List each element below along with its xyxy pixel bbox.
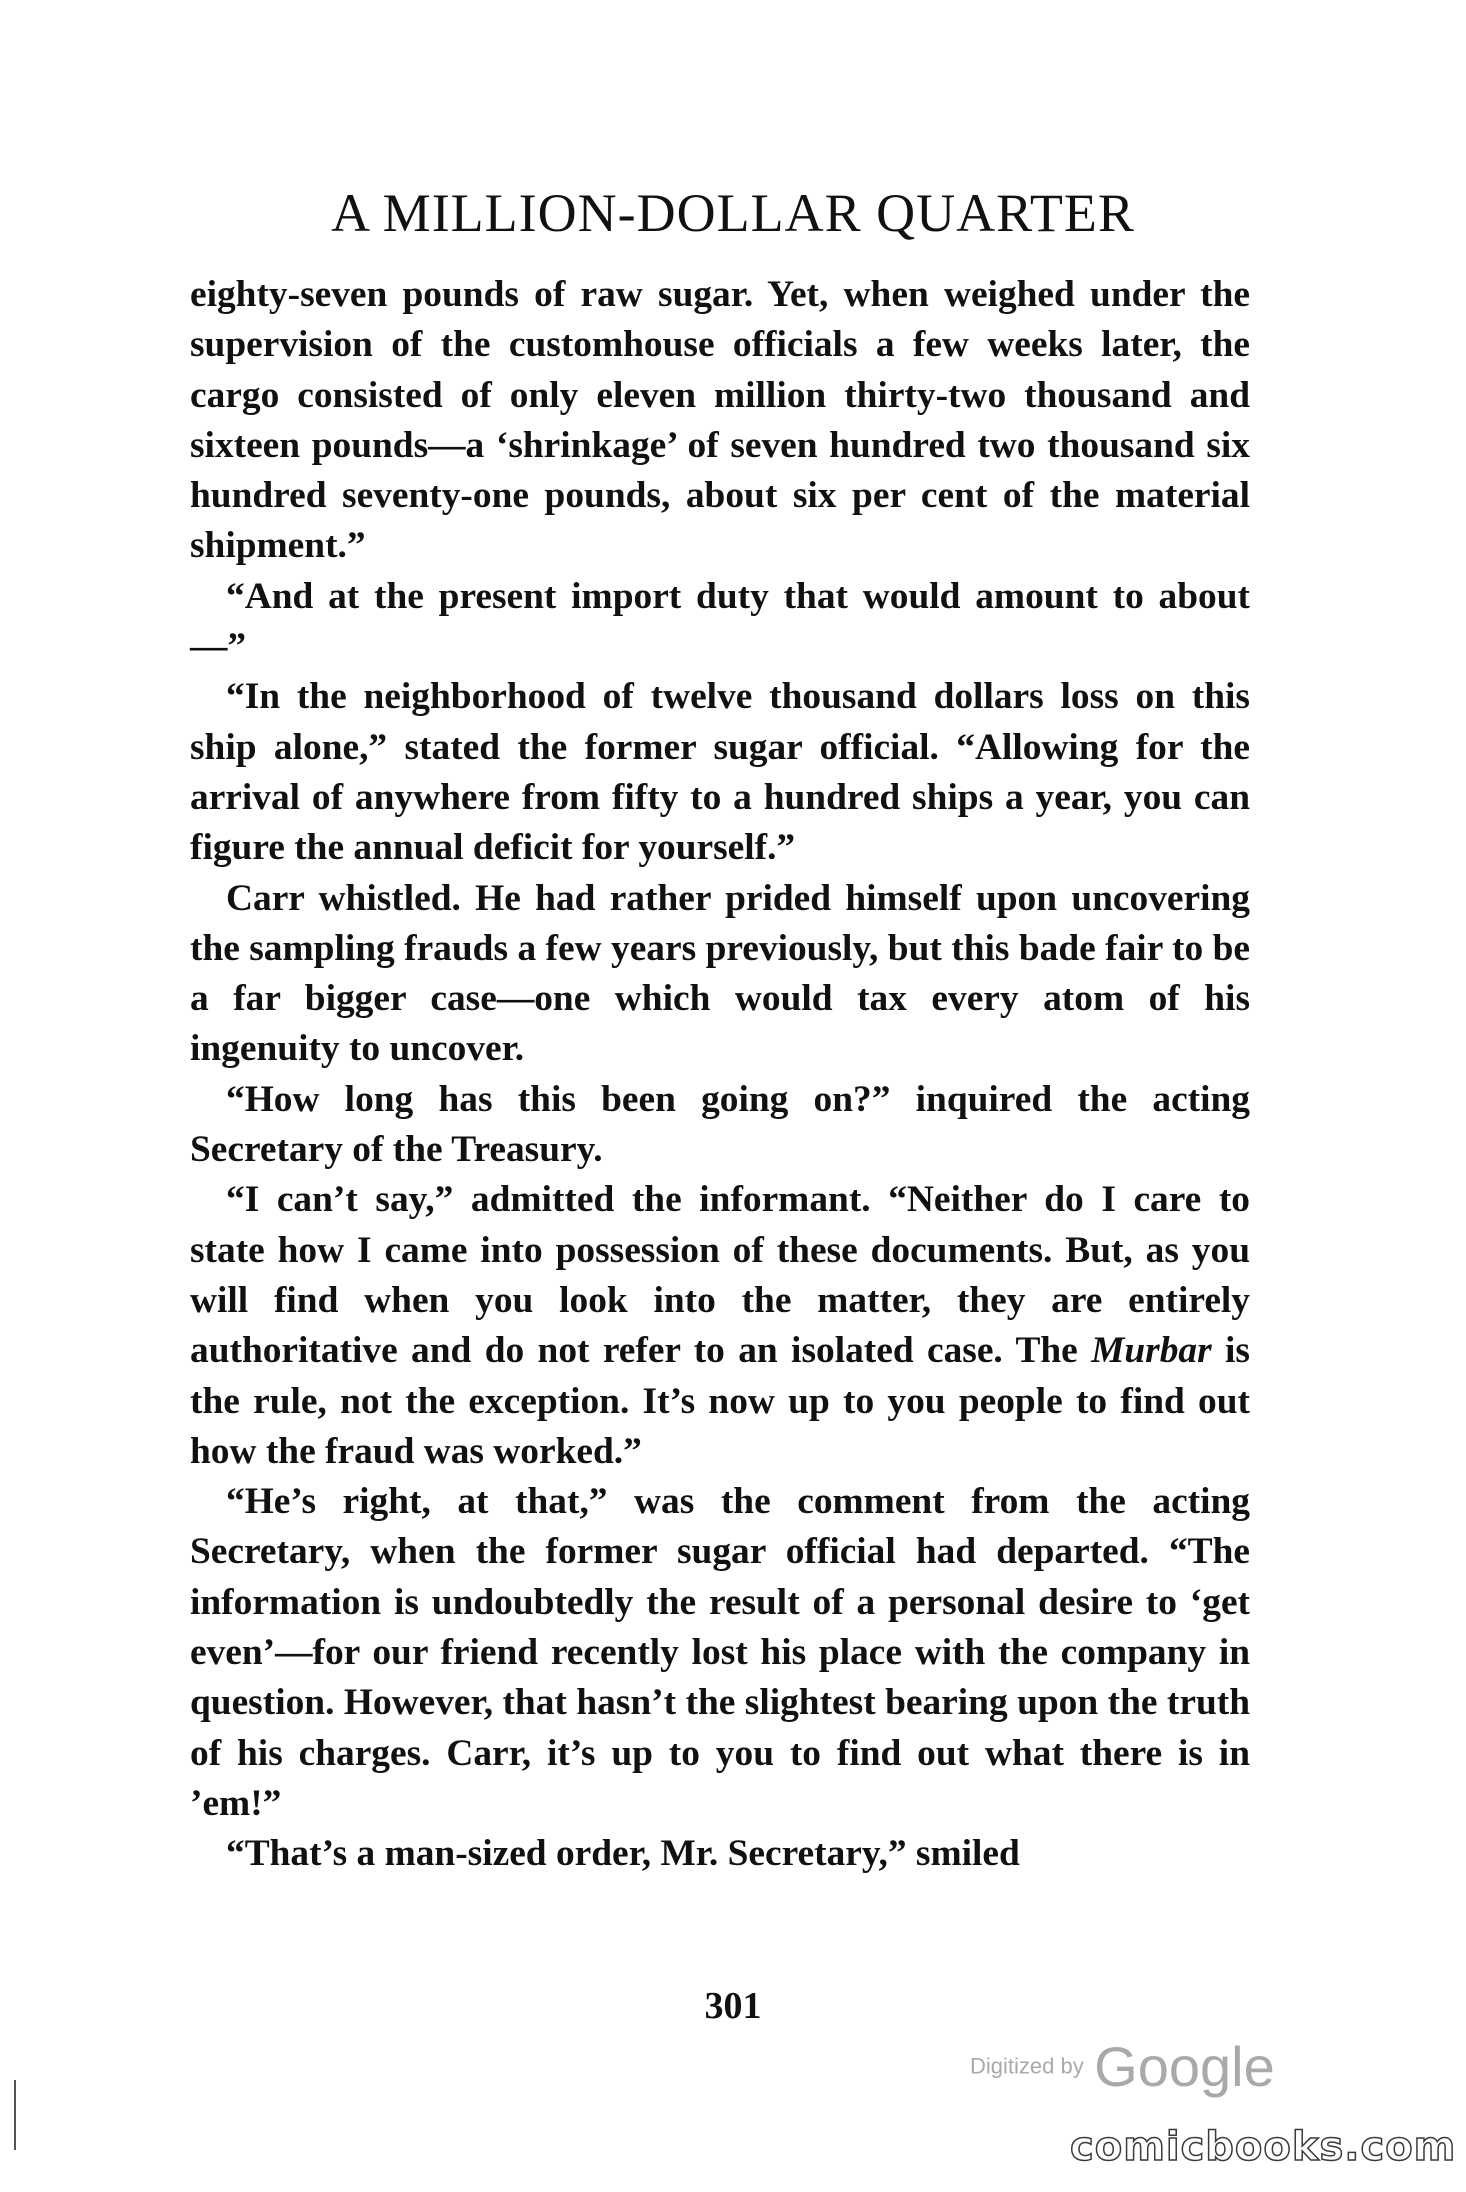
digitized-by-notice bbox=[970, 2034, 1275, 2099]
paragraph-3: “In the neighborhood of twelve thousand dollars loss on this ship alone,” stated the former sugar official. “Allowing for the arrival of anywhere from fifty to a hundred ships a year, you can figure the annual deficit for yourself.” bbox=[190, 676, 1250, 869]
ship-name-italic: Murbar bbox=[1091, 1330, 1212, 1372]
google-logo: Google bbox=[1094, 2035, 1275, 2098]
paragraph-2: “And at the present import duty that would amount to about—” bbox=[190, 575, 1250, 668]
paragraph-1: eighty-seven pounds of raw sugar. Yet, when weighed under the supervision of the customhouse officials a few weeks later, the cargo consisted of only eleven million thirty-two thousand and sixteen pounds—a ‘shrinkage’ of seven hundred two thousand six hundred seventy-one pounds, about six per cent of the material shipment.” bbox=[190, 274, 1250, 567]
scan-edge-mark bbox=[14, 2080, 16, 2150]
body-text bbox=[190, 270, 1250, 1880]
paragraph-6-text-after: is the rule, not the exception. It’s now up to you people to find out how the fraud was worked.” bbox=[190, 1330, 1250, 1472]
paragraph-8: “That’s a man-sized order, Mr. Secretary,” smiled bbox=[226, 1833, 1020, 1875]
site-watermark: comicbooks.com bbox=[1070, 2124, 1457, 2170]
digitized-by-text: Digitized by bbox=[970, 2053, 1084, 2079]
paragraph-6-text-before: “I can’t say,” admitted the informant. “Neither do I care to state how I came into possession of these documents. But, as you will find when you look into the matter, they are entirely authoritative and do not refer to an isolated case. The bbox=[190, 1179, 1250, 1372]
paragraph-6 bbox=[190, 1175, 1250, 1477]
running-head: A MILLION-DOLLAR QUARTER bbox=[331, 183, 1135, 243]
paragraph-7: “He’s right, at that,” was the comment from the acting Secretary, when the former sugar official had departed. “The information is undoubtedly the result of a personal desire to ‘get even’—for our friend recently lost his place with the company in question. However, that hasn’t the slightest bearing upon the truth of his charges. Carr, it’s up to you to find out what there is in ’em!” bbox=[190, 1481, 1250, 1824]
paragraph-5: “How long has this been going on?” inquired the acting Secretary of the Treasury. bbox=[190, 1078, 1250, 1171]
page-number: 301 bbox=[704, 1985, 762, 2027]
paragraph-4: Carr whistled. He had rather prided himself upon uncovering the sampling frauds a few years previously, but this bade fair to be a far bigger case—one which would tax every atom of his ingenuity to uncover. bbox=[190, 877, 1250, 1070]
